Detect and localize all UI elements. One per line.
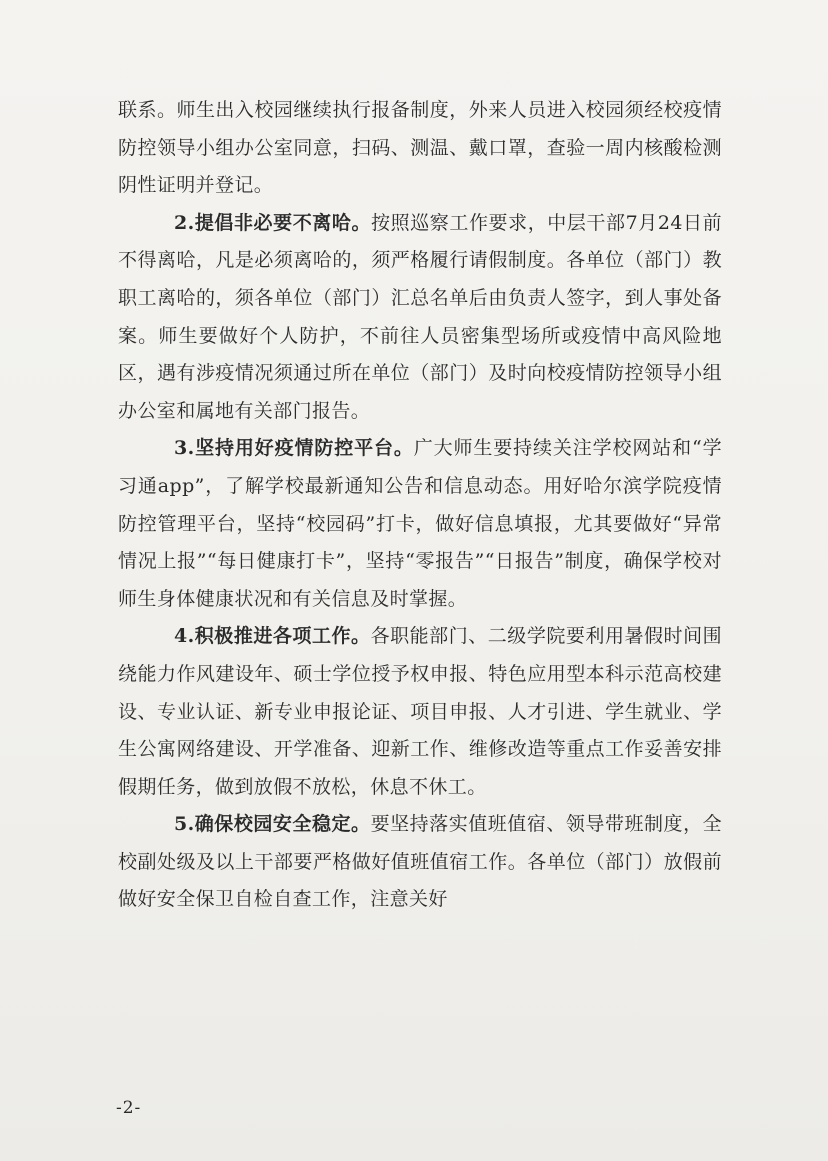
paragraph-5 <box>118 806 722 919</box>
paragraph-4 <box>118 618 722 806</box>
document-body <box>118 92 722 919</box>
section-body-4: 各职能部门、二级学院要利用暑假时间围绕能力作风建设年、硕士学位授予权申报、特色应用型本科示范高校建设、专业认证、新专业申报论证、项目申报、人才引进、学生就业、学生公寓网络建设、开学准备、迎新工作、维修改造等重点工作妥善安排假期任务，做到放假不放松，休息不休工。 <box>118 625 722 798</box>
paragraph-2 <box>118 205 722 431</box>
section-heading-4: 4.积极推进各项工作。 <box>174 625 371 648</box>
section-body-5: 要坚持落实值班值宿、领导带班制度，全校副处级及以上干部要严格做好值班值宿工作。各单位（部门）放假前做好安全保卫自检自查工作，注意关好 <box>118 813 722 911</box>
section-body-2: 按照巡察工作要求，中层干部7月24日前不得离哈，凡是必须离哈的，须严格履行请假制度。各单位（部门）教职工离哈的，须各单位（部门）汇总名单后由负责人签字，到人事处备案。师生要做好个人防护，不前往人员密集型场所或疫情中高风险地区，遇有涉疫情况须通过所在单位（部门）及时向校疫情防控领导小组办公室和属地有关部门报告。 <box>118 211 722 422</box>
paragraph-1: 联系。师生出入校园继续执行报备制度，外来人员进入校园须经校疫情防控领导小组办公室同意，扫码、测温、戴口罩，查验一周内核酸检测阴性证明并登记。 <box>118 99 722 197</box>
section-body-3: 广大师生要持续关注学校网站和“学习通app”，了解学校最新通知公告和信息动态。用好哈尔滨学院疫情防控管理平台，坚持“校园码”打卡，做好信息填报，尤其要做好“异常情况上报”“每日健康打卡”，坚持“零报告”“日报告”制度，确保学校对师生身体健康状况和有关信息及时掌握。 <box>118 437 722 610</box>
section-heading-3: 3.坚持用好疫情防控平台。 <box>174 437 414 460</box>
section-heading-2: 2.提倡非必要不离哈。 <box>174 211 372 234</box>
section-heading-5: 5.确保校园安全稳定。 <box>174 813 371 836</box>
page-number: -2- <box>116 1098 142 1118</box>
paragraph-3 <box>118 430 722 618</box>
